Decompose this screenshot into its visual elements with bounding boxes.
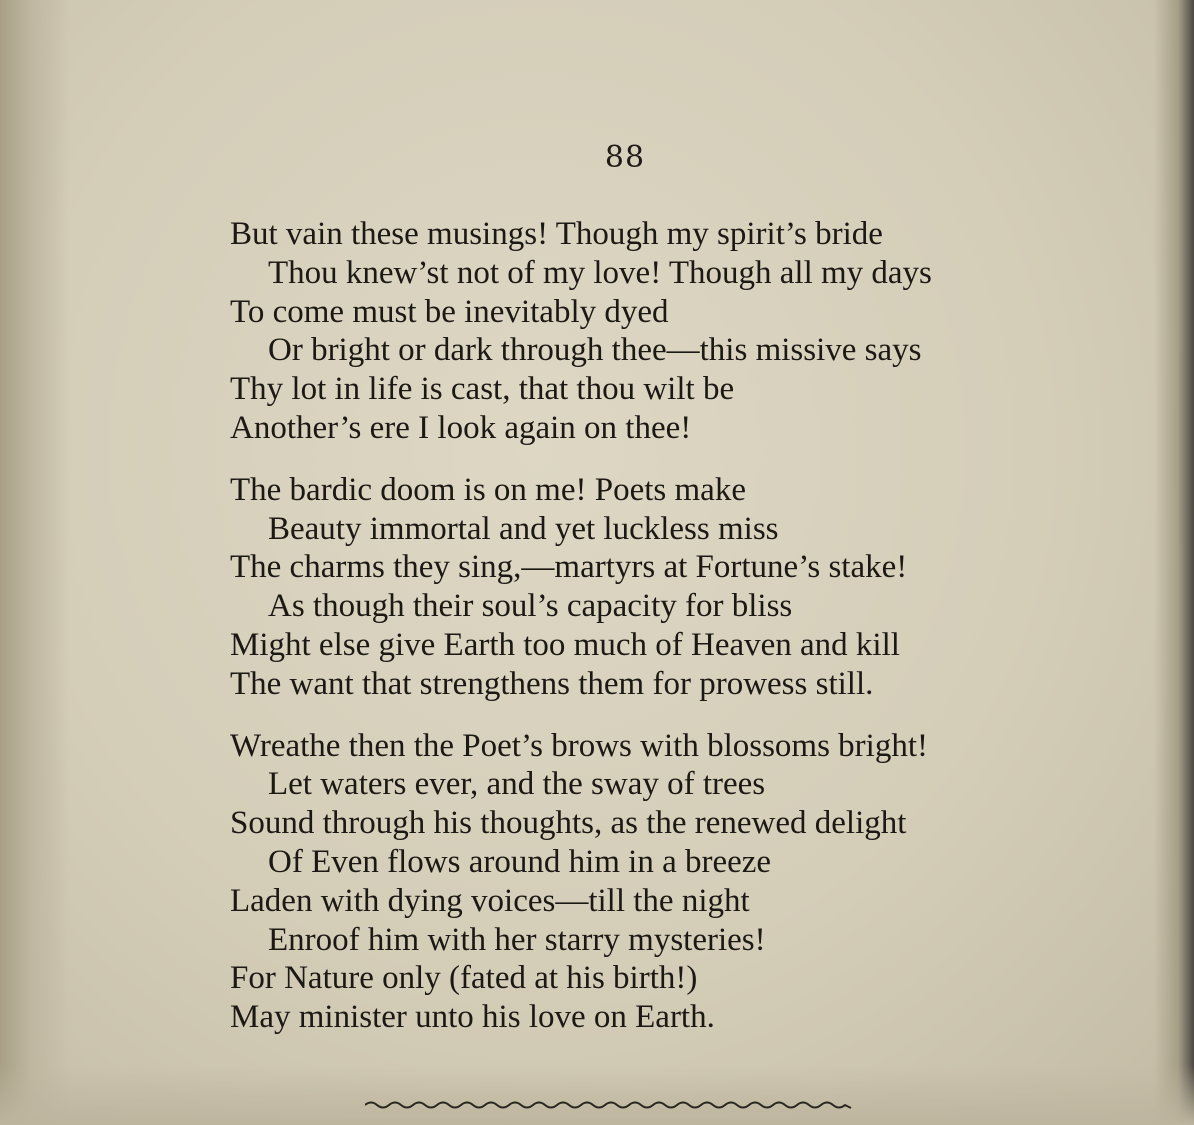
- poem-line: Enroof him with her starry mysteries!: [268, 921, 766, 958]
- wavy-rule-ornament-icon: [365, 1095, 855, 1115]
- stanza-1: [230, 215, 1110, 448]
- poem-line: Thou knew’st not of my love! Though all my days: [268, 254, 932, 291]
- poem-line: The bardic doom is on me! Poets make: [230, 471, 746, 508]
- stanza-3: [230, 727, 1110, 1037]
- page-number: 88: [604, 140, 646, 175]
- poem-line: Might else give Earth too much of Heaven and kill: [230, 626, 900, 663]
- poem-line: Or bright or dark through thee—this missive says: [268, 332, 922, 369]
- stanza-2: [230, 471, 1110, 704]
- poem-line: Sound through his thoughts, as the renewed delight: [230, 805, 907, 842]
- poem-line: Let waters ever, and the sway of trees: [268, 766, 766, 803]
- poem-line: To come must be inevitably dyed: [230, 293, 669, 330]
- poem-line: Of Even flows around him in a breeze: [268, 843, 772, 880]
- poem-line: The want that strengthens them for prowess still.: [230, 665, 874, 702]
- poem-line: But vain these musings! Though my spirit’s bride: [230, 216, 883, 252]
- poem-line: Wreathe then the Poet’s brows with blossoms bright!: [230, 727, 928, 764]
- poem-line: Thy lot in life is cast, that thou wilt be: [230, 371, 735, 408]
- poem-line: As though their soul’s capacity for bliss: [268, 588, 793, 625]
- page-edge-shadow: [1154, 0, 1194, 1125]
- poem-line: For Nature only (fated at his birth!): [230, 960, 698, 997]
- page-gutter-shadow: [0, 0, 70, 1125]
- poem-line: Another’s ere I look again on thee!: [230, 409, 692, 446]
- poem-line: Beauty immortal and yet luckless miss: [268, 510, 779, 547]
- poem-line: The charms they sing,—martyrs at Fortune’s stake!: [230, 549, 908, 586]
- poem-line: May minister unto his love on Earth.: [230, 999, 715, 1036]
- poem-text: [230, 215, 1110, 1060]
- poem-line: Laden with dying voices—till the night: [230, 882, 750, 919]
